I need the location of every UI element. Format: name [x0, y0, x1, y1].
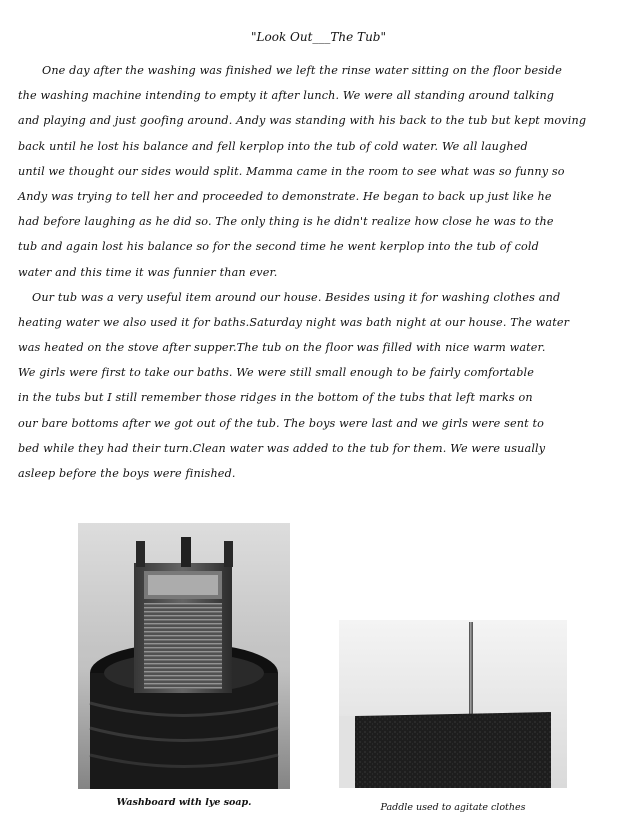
text-line: the washing machine intending to empty it after lunch. We were all standing around talking — [18, 89, 555, 103]
text-line: tub and again lost his balance so for the second time he went kerplop into the tub of cold — [18, 240, 539, 254]
text-line: Andy was trying to tell her and proceeded to demonstrate. He began to back up just like he — [18, 189, 552, 203]
story-title: "Look Out___The Tub" — [251, 30, 386, 44]
text-line: until we thought our sides would split. Mamma came in the room to see what was so funny so — [18, 164, 565, 178]
text-line: bed while they had their turn.Clean water was added to the tub for them. We were usually — [18, 441, 546, 455]
washboard-caption: Washboard with lye soap. — [116, 797, 252, 808]
text-line: was heated on the stove after supper.The tub on the floor was filled with nice warm water. — [18, 341, 546, 355]
text-line: One day after the washing was finished we left the rinse water sitting on the floor beside — [42, 64, 562, 77]
story-body — [18, 58, 618, 486]
washboard-image — [78, 523, 290, 789]
paddle-image — [339, 620, 567, 788]
paddle-photo — [339, 620, 567, 788]
text-line: asleep before the boys were finished. — [18, 467, 236, 480]
paddle-caption: Paddle used to agitate clothes — [380, 802, 526, 813]
text-line: back until he lost his balance and fell kerplop into the tub of cold water. We all laughed — [18, 139, 528, 153]
text-line: our bare bottoms after we got out of the tub. The boys were last and we girls were sent to — [18, 416, 545, 430]
text-line: heating water we also used it for baths.Saturday night was bath night at our house. The water — [18, 315, 570, 329]
text-line: had before laughing as he did so. The only thing is he didn't realize how close he was to the — [18, 215, 554, 229]
text-line: We girls were first to take our baths. We were still small enough to be fairly comfortable — [18, 366, 535, 380]
text-line: Our tub was a very useful item around our house. Besides using it for washing clothes and — [32, 290, 561, 304]
washboard-photo — [78, 523, 290, 789]
text-line: water and this time it was funnier than ever. — [18, 265, 278, 279]
text-line: and playing and just goofing around. Andy was standing with his back to the tub but kept moving — [18, 114, 587, 128]
text-line: in the tubs but I still remember those ridges in the bottom of the tubs that left marks on — [18, 391, 533, 405]
